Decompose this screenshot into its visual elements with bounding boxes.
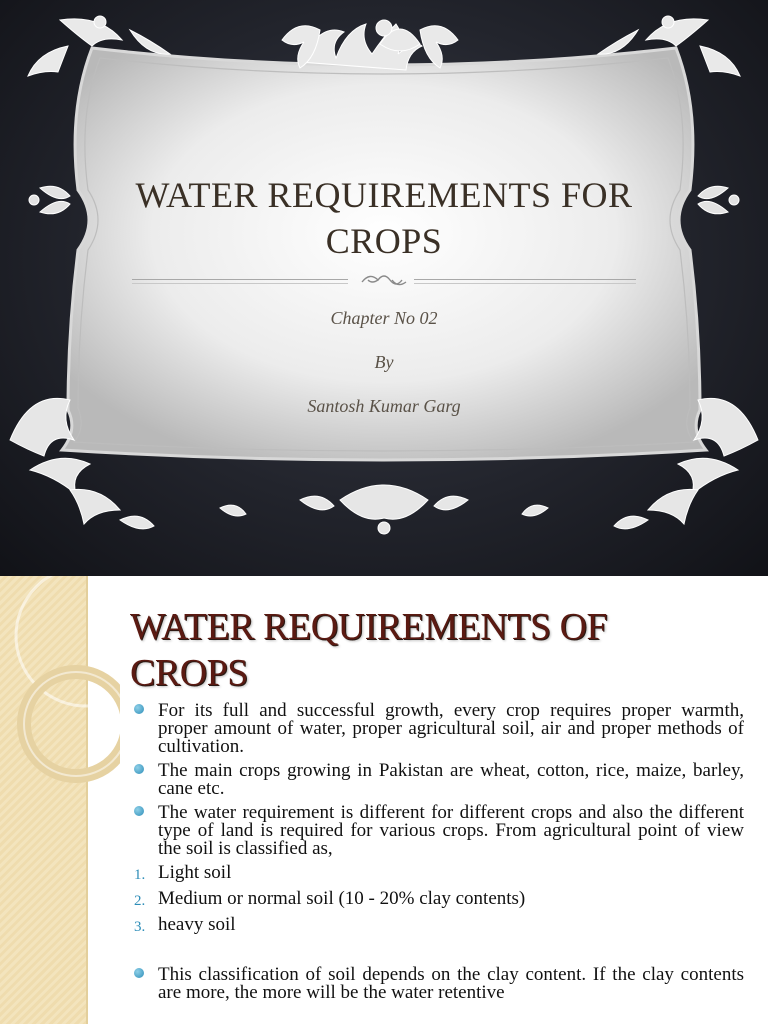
list-item: The water requirement is different for different crops and also the different type of land is required for various crops. From agricultural point of view the soil is classified as, <box>134 804 744 858</box>
bullet-icon <box>134 764 144 774</box>
divider-right <box>414 279 636 280</box>
title-slide-heading: WATER REQUIREMENTS FOR CROPS <box>135 175 633 261</box>
numbered-item: 1. Light soil <box>134 862 232 883</box>
divider-left-2 <box>132 283 348 284</box>
list-item: This classification of soil depends on the clay content. If the clay contents are more, the more will be the water retentive <box>134 966 744 1002</box>
decorative-circles <box>0 576 120 1024</box>
chapter-label: Chapter No 02 <box>330 308 438 328</box>
bullet-icon <box>134 968 144 978</box>
by-label: By <box>374 352 394 372</box>
slide-body <box>134 702 744 1002</box>
bullet-icon <box>134 704 144 714</box>
divider-left <box>132 279 348 280</box>
numbered-item: 2. Medium or normal soil (10 - 20% clay contents) <box>134 888 526 909</box>
divider-right-2 <box>414 283 636 284</box>
content-slide <box>0 576 768 1024</box>
flourish-icon <box>356 270 412 290</box>
content-slide-heading <box>130 604 730 696</box>
numbered-item: 3. heavy soil <box>134 914 236 935</box>
list-item: The main crops growing in Pakistan are wheat, cotton, rice, maize, barley, cane etc. <box>134 762 744 798</box>
bullet-icon <box>134 806 144 816</box>
author-label: Santosh Kumar Garg <box>307 396 461 416</box>
list-item: For its full and successful growth, every crop requires proper warmth, proper amount of water, proper agricultural soil, air and proper methods of cultivation. <box>134 702 744 756</box>
heading-line-2: CROPS <box>130 652 248 694</box>
heading-line-1: WATER REQUIREMENTS OF <box>130 606 608 648</box>
